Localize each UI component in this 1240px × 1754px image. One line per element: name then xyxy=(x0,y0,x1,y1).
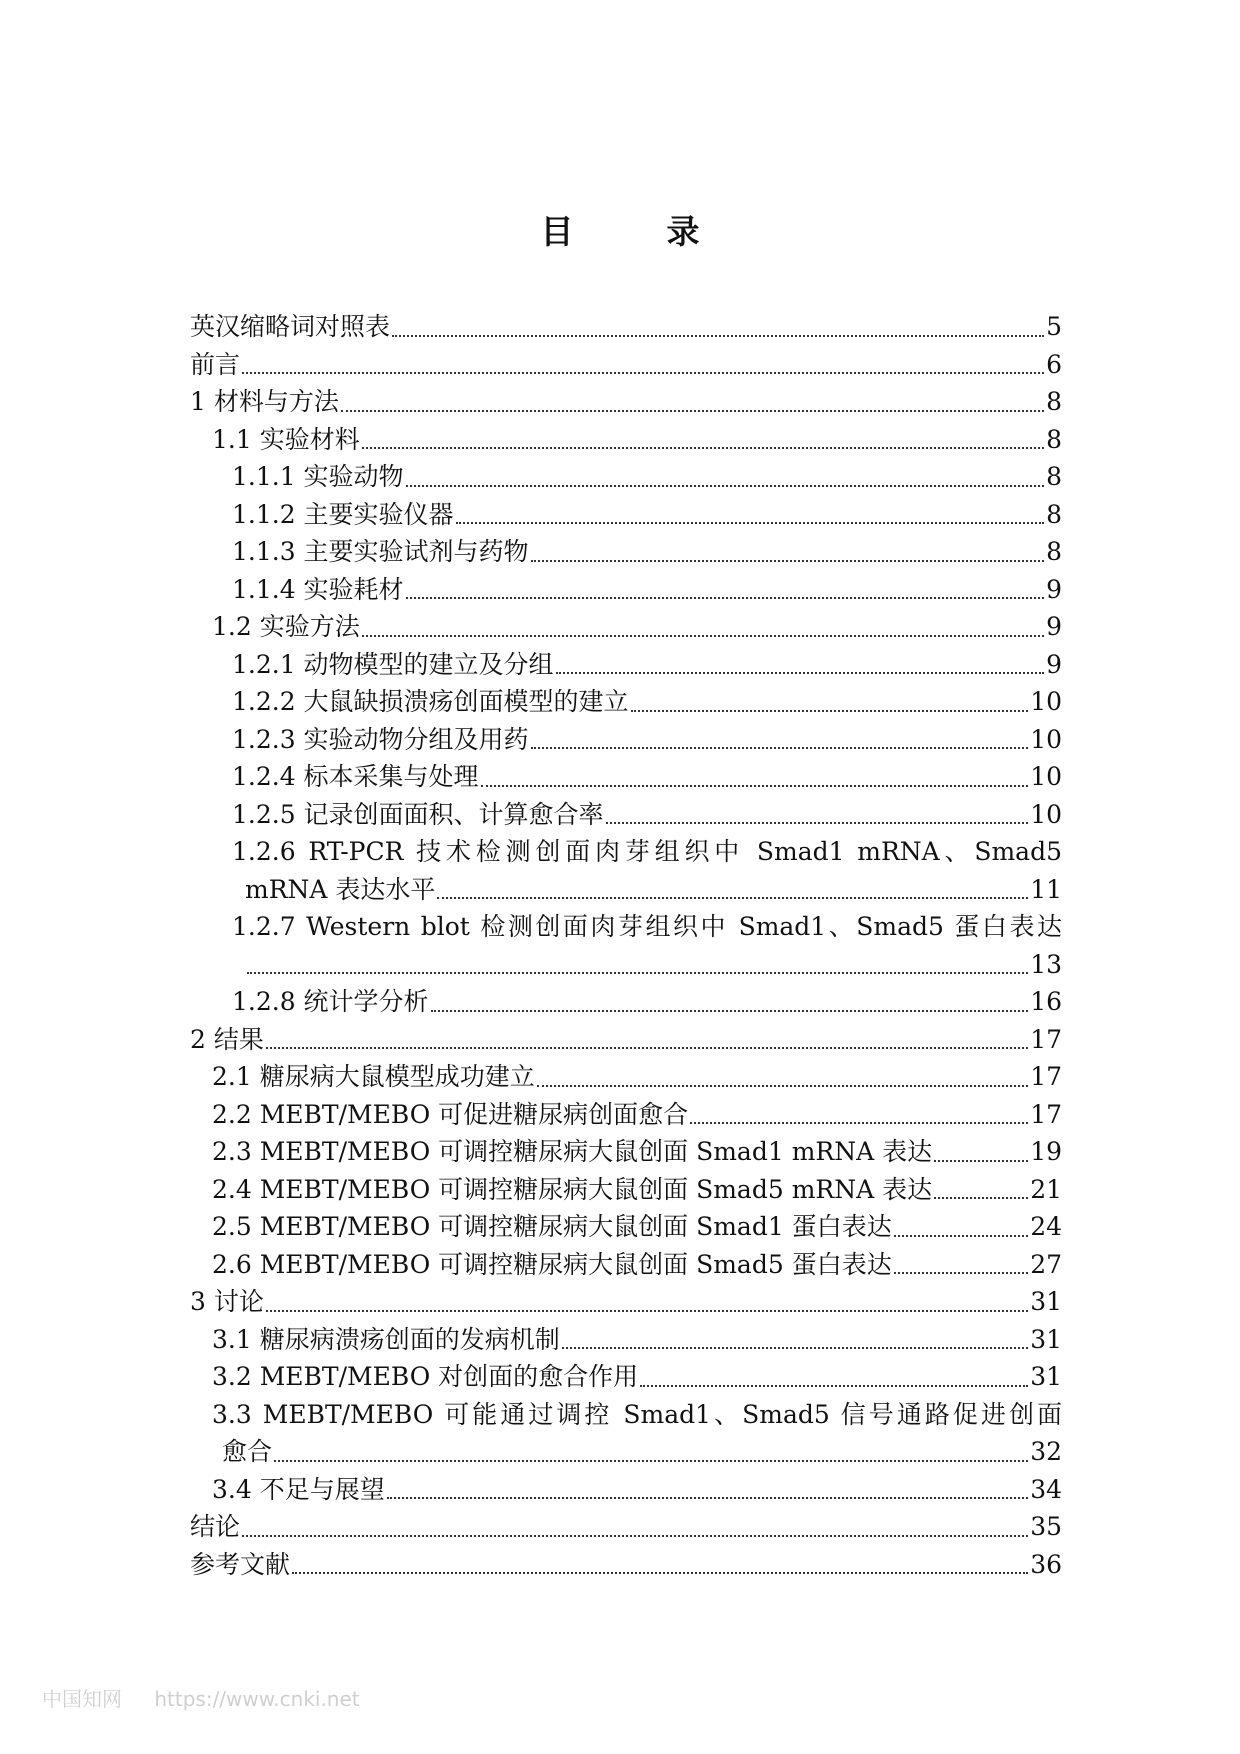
toc-entry-label: 1.1 实验材料 xyxy=(212,424,360,454)
toc-entry-label: 1.1.4 实验耗材 xyxy=(232,574,404,604)
dot-leader xyxy=(562,1346,1028,1349)
dot-leader xyxy=(456,521,1045,524)
toc-entry[interactable] xyxy=(190,1058,1062,1096)
dot-leader xyxy=(431,1009,1029,1012)
toc-page-number: 8 xyxy=(1046,424,1062,454)
dot-leader xyxy=(292,1571,1028,1574)
toc-entry[interactable] xyxy=(190,1133,1062,1171)
table-of-contents xyxy=(190,308,1062,1583)
toc-page-number: 13 xyxy=(1030,949,1062,979)
toc-entry-label: 3 讨论 xyxy=(190,1287,264,1316)
dot-leader xyxy=(531,746,1029,749)
toc-entry[interactable] xyxy=(190,1171,1062,1209)
toc-page-number: 19 xyxy=(1030,1137,1062,1166)
toc-entry-label: 1.2.5 记录创面面积、计算愈合率 xyxy=(232,799,604,829)
dot-leader xyxy=(406,484,1045,487)
toc-entry[interactable] xyxy=(190,833,1062,871)
dot-leader xyxy=(631,709,1029,712)
toc-entry-label-cont: mRNA 表达水平 xyxy=(245,874,436,904)
toc-entry-continuation[interactable] xyxy=(190,871,1062,909)
toc-entry[interactable] xyxy=(190,1021,1062,1059)
toc-page-number: 17 xyxy=(1030,1062,1062,1091)
toc-entry[interactable] xyxy=(190,983,1062,1021)
toc-entry[interactable] xyxy=(190,308,1062,346)
toc-entry[interactable] xyxy=(190,1096,1062,1134)
dot-leader xyxy=(274,1459,1028,1462)
toc-entry[interactable] xyxy=(190,646,1062,684)
dot-leader xyxy=(606,821,1029,824)
toc-page-number: 8 xyxy=(1046,387,1062,416)
toc-entry[interactable] xyxy=(190,1358,1062,1396)
toc-entry-label: 前言 xyxy=(190,349,241,379)
toc-page-number: 5 xyxy=(1046,312,1062,341)
toc-page-number: 16 xyxy=(1030,987,1062,1016)
toc-page-number: 9 xyxy=(1046,649,1062,679)
toc-entry[interactable] xyxy=(190,383,1062,421)
footer-url: https://www.cnki.net xyxy=(154,1687,360,1711)
toc-entry[interactable] xyxy=(190,608,1062,646)
toc-page-number: 9 xyxy=(1046,612,1062,641)
toc-entry-label: 1.2.4 标本采集与处理 xyxy=(232,762,479,791)
dot-leader xyxy=(894,1271,1028,1274)
toc-entry-label-cont: 愈合 xyxy=(222,1437,273,1466)
toc-page-number: 17 xyxy=(1030,1024,1062,1054)
toc-entry-label: 1.2.6 RT-PCR 技术检测创面肉芽组织中 Smad1 mRNA、Smad5 xyxy=(232,837,1062,866)
toc-entry-label: 1.2.8 统计学分析 xyxy=(232,987,429,1016)
toc-page-number: 10 xyxy=(1030,687,1062,716)
toc-entry[interactable] xyxy=(190,758,1062,796)
toc-page-number: 34 xyxy=(1030,1474,1062,1504)
dot-leader xyxy=(537,1084,1028,1087)
dot-leader xyxy=(437,896,1028,899)
toc-page-number: 31 xyxy=(1030,1287,1062,1316)
dot-leader xyxy=(247,971,1028,974)
toc-page-number: 24 xyxy=(1030,1212,1062,1241)
toc-entry-label: 2.2 MEBT/MEBO 可促进糖尿病创面愈合 xyxy=(212,1099,689,1129)
toc-entry[interactable] xyxy=(190,908,1062,946)
toc-entry[interactable] xyxy=(190,458,1062,496)
toc-entry-continuation[interactable] xyxy=(190,1433,1062,1471)
toc-page-number: 27 xyxy=(1030,1249,1062,1279)
toc-page-number: 35 xyxy=(1030,1512,1062,1541)
toc-page-number: 8 xyxy=(1046,462,1062,491)
toc-entry[interactable] xyxy=(190,421,1062,459)
toc-entry-label: 1.2 实验方法 xyxy=(212,612,360,641)
dot-leader xyxy=(894,1234,1028,1237)
footer-brand: 中国知网 xyxy=(42,1687,122,1711)
toc-entry-label: 1.1.2 主要实验仪器 xyxy=(232,499,454,529)
toc-entry-label: 1.2.3 实验动物分组及用药 xyxy=(232,724,529,754)
dot-leader xyxy=(690,1121,1028,1124)
toc-page-number: 11 xyxy=(1030,874,1062,904)
toc-entry-label: 1.2.7 Western blot 检测创面肉芽组织中 Smad1、Smad5 蛋白表达 xyxy=(232,912,1062,941)
toc-entry-label: 2.6 MEBT/MEBO 可调控糖尿病大鼠创面 Smad5 蛋白表达 xyxy=(212,1249,892,1279)
toc-page-number: 10 xyxy=(1030,799,1062,829)
toc-entry-label: 2.4 MEBT/MEBO 可调控糖尿病大鼠创面 Smad5 mRNA 表达 xyxy=(212,1174,933,1204)
toc-entry-label: 1 材料与方法 xyxy=(190,387,339,416)
dot-leader xyxy=(481,784,1029,787)
toc-page-number: 10 xyxy=(1030,724,1062,754)
toc-entry-label: 3.1 糖尿病溃疡创面的发病机制 xyxy=(212,1324,560,1354)
toc-entry-label: 1.1.3 主要实验试剂与药物 xyxy=(232,537,529,566)
toc-page-number: 8 xyxy=(1046,537,1062,566)
toc-page-number: 17 xyxy=(1030,1099,1062,1129)
toc-entry-label: 2 结果 xyxy=(190,1024,264,1054)
toc-entry[interactable] xyxy=(190,571,1062,609)
toc-entry-label: 3.4 不足与展望 xyxy=(212,1474,385,1504)
toc-entry-label: 英汉缩略词对照表 xyxy=(190,312,391,341)
dot-leader xyxy=(341,409,1044,412)
toc-entry-label: 2.1 糖尿病大鼠模型成功建立 xyxy=(212,1062,535,1091)
toc-entry-label: 参考文献 xyxy=(190,1549,291,1579)
dot-leader xyxy=(640,1384,1028,1387)
toc-entry-label: 2.3 MEBT/MEBO 可调控糖尿病大鼠创面 Smad1 mRNA 表达 xyxy=(212,1137,933,1166)
toc-page-number: 9 xyxy=(1046,574,1062,604)
dot-leader xyxy=(387,1496,1028,1499)
dot-leader xyxy=(556,671,1045,674)
toc-page-number: 21 xyxy=(1030,1174,1062,1204)
toc-entry[interactable] xyxy=(190,796,1062,834)
toc-entry-label: 1.2.1 动物模型的建立及分组 xyxy=(232,649,554,679)
toc-entry[interactable] xyxy=(190,1321,1062,1359)
toc-page-number: 10 xyxy=(1030,762,1062,791)
dot-leader xyxy=(531,559,1045,562)
toc-page-number: 32 xyxy=(1030,1437,1062,1466)
toc-entry[interactable] xyxy=(190,1283,1062,1321)
dot-leader xyxy=(406,596,1045,599)
toc-entry[interactable] xyxy=(190,721,1062,759)
dot-leader xyxy=(362,634,1044,637)
toc-page-number: 8 xyxy=(1046,499,1062,529)
dot-leader xyxy=(266,1309,1028,1312)
dot-leader xyxy=(242,1534,1028,1537)
dot-leader xyxy=(266,1046,1028,1049)
toc-page-number: 31 xyxy=(1030,1324,1062,1354)
toc-entry-label: 结论 xyxy=(190,1512,241,1541)
toc-page-number: 31 xyxy=(1030,1362,1062,1391)
toc-entry[interactable] xyxy=(190,1396,1062,1434)
dot-leader xyxy=(362,446,1044,449)
toc-entry[interactable] xyxy=(190,1508,1062,1546)
toc-page-number: 6 xyxy=(1046,349,1062,379)
toc-entry-label: 3.2 MEBT/MEBO 对创面的愈合作用 xyxy=(212,1362,639,1391)
toc-entry-label: 2.5 MEBT/MEBO 可调控糖尿病大鼠创面 Smad1 蛋白表达 xyxy=(212,1212,892,1241)
toc-entry[interactable] xyxy=(190,1546,1062,1584)
toc-entry[interactable] xyxy=(190,346,1062,384)
toc-entry[interactable] xyxy=(190,496,1062,534)
toc-page-number: 36 xyxy=(1030,1549,1062,1579)
watermark-footer xyxy=(42,1683,386,1712)
toc-title: 目 录 xyxy=(540,212,730,251)
toc-entry[interactable] xyxy=(190,1246,1062,1284)
toc-entry[interactable] xyxy=(190,533,1062,571)
dot-leader xyxy=(392,334,1044,337)
toc-entry-label: 1.1.1 实验动物 xyxy=(232,462,404,491)
toc-entry-label: 3.3 MEBT/MEBO 可能通过调控 Smad1、Smad5 信号通路促进创面 xyxy=(212,1399,1062,1429)
toc-entry[interactable] xyxy=(190,1208,1062,1246)
dot-leader xyxy=(242,371,1044,374)
toc-entry-label: 1.2.2 大鼠缺损溃疡创面模型的建立 xyxy=(232,687,629,716)
toc-entry-continuation[interactable] xyxy=(190,946,1062,984)
toc-entry[interactable] xyxy=(190,683,1062,721)
toc-entry[interactable] xyxy=(190,1471,1062,1509)
dot-leader xyxy=(934,1196,1028,1199)
dot-leader xyxy=(934,1159,1028,1162)
